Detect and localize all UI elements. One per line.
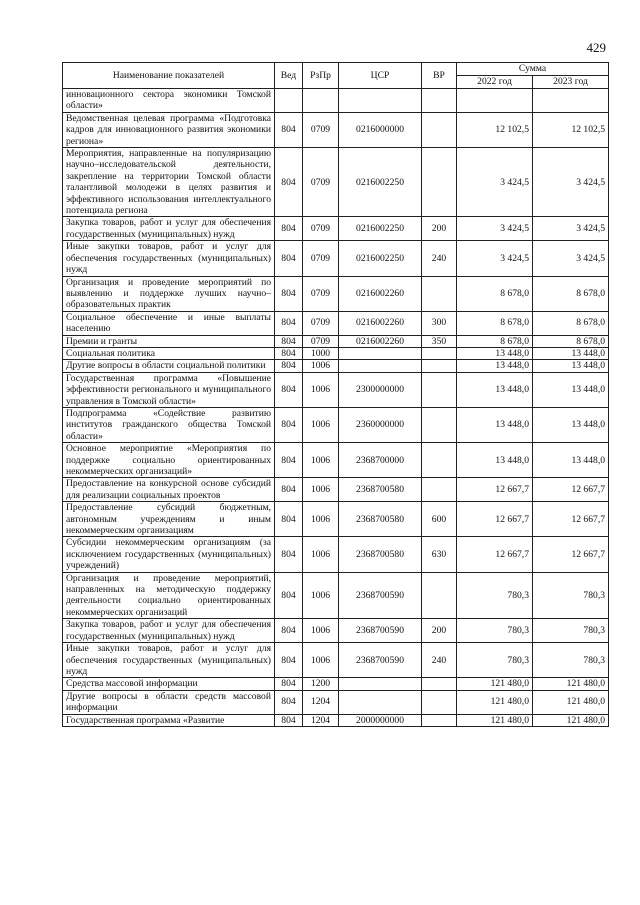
row-sum-2023: 12 667,7: [533, 502, 609, 537]
row-sum-2023: 3 424,5: [533, 148, 609, 217]
header-rzpr: РзПр: [303, 63, 339, 89]
row-name: Государственная программа «Развитие: [63, 714, 275, 726]
row-vr: 200: [422, 217, 457, 241]
row-ved: 804: [275, 347, 303, 359]
row-rzpr: 1000: [303, 347, 339, 359]
row-sum-2023: 13 448,0: [533, 360, 609, 372]
row-vr: 200: [422, 619, 457, 643]
row-vr: [422, 347, 457, 359]
row-ved: 804: [275, 276, 303, 311]
row-csr: 2368700580: [339, 537, 422, 572]
row-rzpr: 1006: [303, 572, 339, 619]
row-vr: 630: [422, 537, 457, 572]
row-vr: [422, 360, 457, 372]
row-sum-2022: 121 480,0: [457, 690, 533, 714]
row-csr: 0216002250: [339, 148, 422, 217]
row-csr: [339, 690, 422, 714]
table-row: [63, 335, 609, 347]
row-sum-2023: 780,3: [533, 572, 609, 619]
row-sum-2023: 121 480,0: [533, 690, 609, 714]
row-sum-2022: 12 667,7: [457, 502, 533, 537]
row-sum-2022: 3 424,5: [457, 241, 533, 276]
row-csr: 0216000000: [339, 112, 422, 147]
row-sum-2023: 13 448,0: [533, 407, 609, 442]
row-ved: 804: [275, 443, 303, 478]
row-vr: [422, 276, 457, 311]
header-2023: 2023 год: [533, 76, 609, 89]
row-sum-2023: 780,3: [533, 619, 609, 643]
row-rzpr: 1006: [303, 619, 339, 643]
row-csr: [339, 360, 422, 372]
table-row: [63, 347, 609, 359]
row-sum-2022: 3 424,5: [457, 148, 533, 217]
row-csr: 2368700590: [339, 619, 422, 643]
row-csr: 0216002250: [339, 217, 422, 241]
row-sum-2023: 12 102,5: [533, 112, 609, 147]
table-row: [63, 443, 609, 478]
row-sum-2023: 3 424,5: [533, 241, 609, 276]
row-sum-2022: [457, 89, 533, 113]
row-ved: 804: [275, 360, 303, 372]
table-row: [63, 643, 609, 678]
row-ved: 804: [275, 502, 303, 537]
table-row: [63, 241, 609, 276]
row-rzpr: 0709: [303, 241, 339, 276]
row-vr: [422, 89, 457, 113]
row-name: Иные закупки товаров, работ и услуг для обеспечения государственных (муниципальных) нужд: [63, 241, 275, 276]
row-vr: 350: [422, 335, 457, 347]
row-name: Премии и гранты: [63, 335, 275, 347]
table-row: [63, 89, 609, 113]
table-row: [63, 112, 609, 147]
table-row: [63, 502, 609, 537]
row-sum-2023: 780,3: [533, 643, 609, 678]
row-vr: [422, 112, 457, 147]
row-vr: [422, 407, 457, 442]
table-row: [63, 690, 609, 714]
row-name: Субсидии некоммерческим организациям (за исключением государственных (муниципальных) учреждений): [63, 537, 275, 572]
row-csr: 2360000000: [339, 407, 422, 442]
table-row: [63, 678, 609, 690]
row-ved: 804: [275, 478, 303, 502]
row-sum-2023: 13 448,0: [533, 372, 609, 407]
row-name: Предоставление субсидий бюджетным, автономным учреждениям и иным некоммерческим организациям: [63, 502, 275, 537]
row-rzpr: 1204: [303, 690, 339, 714]
row-ved: 804: [275, 643, 303, 678]
row-name: Организация и проведение мероприятий, направленных на методическую поддержку деятельности социально ориентированных некоммерческих организаций: [63, 572, 275, 619]
row-sum-2023: 12 667,7: [533, 478, 609, 502]
row-sum-2022: 8 678,0: [457, 311, 533, 335]
row-rzpr: 1006: [303, 643, 339, 678]
row-rzpr: 1006: [303, 502, 339, 537]
row-ved: 804: [275, 678, 303, 690]
table-row: [63, 619, 609, 643]
row-sum-2022: 12 667,7: [457, 537, 533, 572]
row-sum-2022: 13 448,0: [457, 443, 533, 478]
row-sum-2023: 8 678,0: [533, 276, 609, 311]
row-ved: 804: [275, 217, 303, 241]
row-vr: 240: [422, 643, 457, 678]
header-2022: 2022 год: [457, 76, 533, 89]
header-sum: Сумма: [457, 63, 609, 76]
header-ved: Вед: [275, 63, 303, 89]
row-rzpr: 1006: [303, 478, 339, 502]
row-csr: 2368700580: [339, 478, 422, 502]
row-sum-2022: 8 678,0: [457, 276, 533, 311]
table-row: [63, 372, 609, 407]
row-sum-2023: 8 678,0: [533, 335, 609, 347]
row-csr: 0216002260: [339, 311, 422, 335]
table-row: [63, 714, 609, 726]
row-sum-2022: 121 480,0: [457, 714, 533, 726]
row-rzpr: [303, 89, 339, 113]
row-vr: 300: [422, 311, 457, 335]
row-name: Иные закупки товаров, работ и услуг для обеспечения государственных (муниципальных) нужд: [63, 643, 275, 678]
table-row: [63, 478, 609, 502]
row-csr: 0216002250: [339, 241, 422, 276]
row-sum-2023: 13 448,0: [533, 347, 609, 359]
row-csr: 2368700000: [339, 443, 422, 478]
row-rzpr: 1006: [303, 407, 339, 442]
row-vr: [422, 148, 457, 217]
budget-table: [62, 62, 609, 727]
row-csr: 2368700590: [339, 572, 422, 619]
table-row: [63, 276, 609, 311]
row-sum-2023: 121 480,0: [533, 678, 609, 690]
row-sum-2022: 780,3: [457, 643, 533, 678]
table-row: [63, 572, 609, 619]
row-csr: 2000000000: [339, 714, 422, 726]
row-sum-2022: 13 448,0: [457, 372, 533, 407]
row-sum-2023: 8 678,0: [533, 311, 609, 335]
row-name: Основное мероприятие «Мероприятия по поддержке социально ориентированных некоммерческих организаций»: [63, 443, 275, 478]
row-sum-2022: 780,3: [457, 572, 533, 619]
row-name: Социальное обеспечение и иные выплаты населению: [63, 311, 275, 335]
row-csr: 0216002260: [339, 276, 422, 311]
row-ved: 804: [275, 407, 303, 442]
row-sum-2023: 121 480,0: [533, 714, 609, 726]
row-sum-2022: 13 448,0: [457, 347, 533, 359]
row-vr: 600: [422, 502, 457, 537]
row-vr: [422, 572, 457, 619]
row-sum-2022: 8 678,0: [457, 335, 533, 347]
row-csr: 2368700590: [339, 643, 422, 678]
row-vr: [422, 372, 457, 407]
row-csr: [339, 678, 422, 690]
row-sum-2022: 13 448,0: [457, 360, 533, 372]
row-name: Государственная программа «Повышение эффективности регионального и муниципального управления в Томской области»: [63, 372, 275, 407]
table-row: [63, 311, 609, 335]
row-name: Другие вопросы в области средств массовой информации: [63, 690, 275, 714]
row-ved: 804: [275, 372, 303, 407]
row-csr: [339, 89, 422, 113]
row-name: Закупка товаров, работ и услуг для обеспечения государственных (муниципальных) нужд: [63, 619, 275, 643]
row-sum-2023: 12 667,7: [533, 537, 609, 572]
row-sum-2022: 13 448,0: [457, 407, 533, 442]
row-sum-2022: 121 480,0: [457, 678, 533, 690]
row-rzpr: 0709: [303, 217, 339, 241]
row-rzpr: 1204: [303, 714, 339, 726]
row-name: инновационного сектора экономики Томской области»: [63, 89, 275, 113]
header-csr: ЦСР: [339, 63, 422, 89]
row-sum-2023: 13 448,0: [533, 443, 609, 478]
table-row: [63, 148, 609, 217]
row-rzpr: 0709: [303, 335, 339, 347]
row-vr: [422, 678, 457, 690]
row-name: Средства массовой информации: [63, 678, 275, 690]
row-ved: [275, 89, 303, 113]
row-csr: 0216002260: [339, 335, 422, 347]
row-ved: 804: [275, 619, 303, 643]
row-rzpr: 0709: [303, 148, 339, 217]
row-name: Социальная политика: [63, 347, 275, 359]
row-ved: 804: [275, 112, 303, 147]
row-sum-2023: [533, 89, 609, 113]
row-csr: 2368700580: [339, 502, 422, 537]
row-rzpr: 0709: [303, 311, 339, 335]
row-csr: [339, 347, 422, 359]
row-vr: [422, 714, 457, 726]
row-sum-2023: 3 424,5: [533, 217, 609, 241]
row-name: Другие вопросы в области социальной политики: [63, 360, 275, 372]
row-vr: [422, 690, 457, 714]
row-ved: 804: [275, 335, 303, 347]
row-name: Предоставление на конкурсной основе субсидий для реализации социальных проектов: [63, 478, 275, 502]
row-rzpr: 1006: [303, 372, 339, 407]
row-rzpr: 1006: [303, 443, 339, 478]
row-rzpr: 0709: [303, 276, 339, 311]
row-csr: 2300000000: [339, 372, 422, 407]
page-number: 429: [586, 40, 606, 55]
row-ved: 804: [275, 714, 303, 726]
table-row: [63, 537, 609, 572]
row-name: Организация и проведение мероприятий по выявлению и поддержке лучших научно–образовательных практик: [63, 276, 275, 311]
row-ved: 804: [275, 311, 303, 335]
row-vr: 240: [422, 241, 457, 276]
row-rzpr: 0709: [303, 112, 339, 147]
row-ved: 804: [275, 537, 303, 572]
row-sum-2022: 12 102,5: [457, 112, 533, 147]
header-name: Наименование показателей: [63, 63, 275, 89]
header-vr: ВР: [422, 63, 457, 89]
table-row: [63, 360, 609, 372]
row-ved: 804: [275, 148, 303, 217]
row-name: Мероприятия, направленные на популяризацию научно–исследовательской деятельности, закрепление на территории Томской области талантливой молодежи в целях развития и эффективного использования интеллектуального потенциала региона: [63, 148, 275, 217]
row-rzpr: 1006: [303, 537, 339, 572]
row-sum-2022: 780,3: [457, 619, 533, 643]
row-sum-2022: 12 667,7: [457, 478, 533, 502]
row-sum-2022: 3 424,5: [457, 217, 533, 241]
row-vr: [422, 478, 457, 502]
row-ved: 804: [275, 690, 303, 714]
row-rzpr: 1200: [303, 678, 339, 690]
row-name: Подпрограмма «Содействие развитию институтов гражданского общества Томской области»: [63, 407, 275, 442]
row-ved: 804: [275, 572, 303, 619]
table-row: [63, 407, 609, 442]
table-row: [63, 217, 609, 241]
row-name: Закупка товаров, работ и услуг для обеспечения государственных (муниципальных) нужд: [63, 217, 275, 241]
row-vr: [422, 443, 457, 478]
row-rzpr: 1006: [303, 360, 339, 372]
row-ved: 804: [275, 241, 303, 276]
row-name: Ведомственная целевая программа «Подготовка кадров для инновационного развития экономики региона»: [63, 112, 275, 147]
